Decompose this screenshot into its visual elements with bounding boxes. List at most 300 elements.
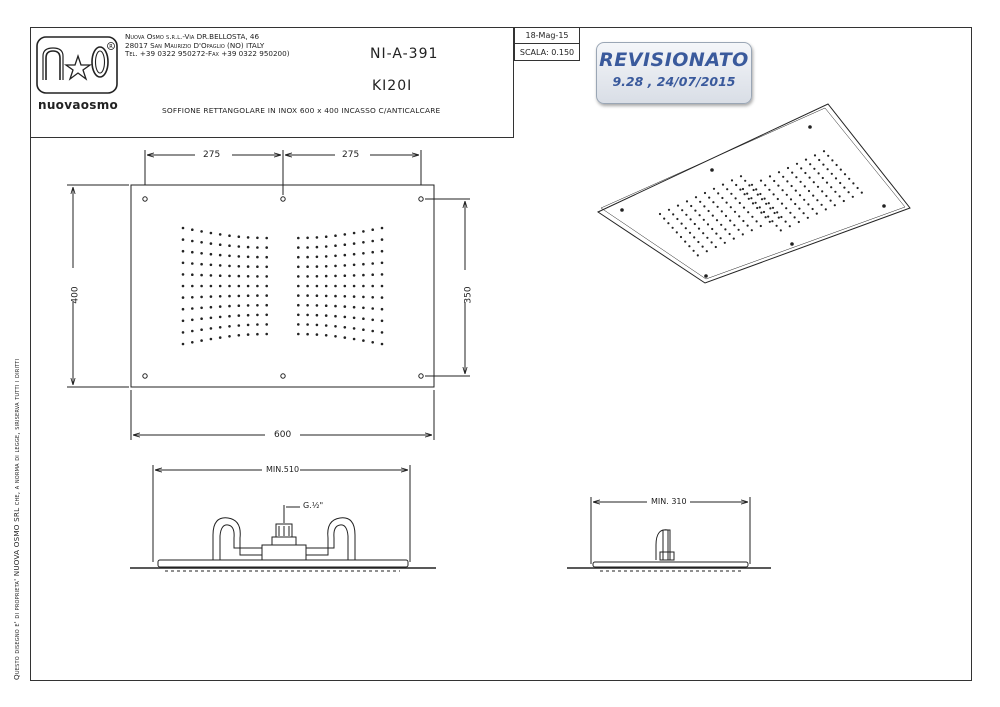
nozzle-dot [690,218,692,220]
nozzle-dot [306,323,309,326]
nozzle-dot [200,274,203,277]
nozzle-dot [362,328,365,331]
company-line: Nuova Osmo s.r.l.-Via DR.BELLOSTA, 46 [125,32,260,41]
nozzle-dot [325,324,328,327]
dim-top-right: 275 [342,150,360,160]
nozzle-dot [795,176,797,178]
nozzle-dot [785,207,787,209]
nozzle-dot [256,237,259,240]
mounting-hole [143,197,147,201]
nozzle-dot [210,274,213,277]
nozzle-dot [265,275,268,278]
nozzle-dot [191,285,194,288]
nozzle-dot [831,173,833,175]
nozzle-dot [794,203,796,205]
nozzle-dot [773,193,775,195]
nozzle-dot [711,228,713,230]
nozzle-dot [852,182,854,184]
nozzle-dot [182,273,185,276]
nozzle-dot [738,215,740,217]
nozzle-dot [200,230,203,233]
nozzle-dot [381,308,384,311]
nozzle-dot [821,204,823,206]
nozzle-dot [256,275,259,278]
nozzle-dot [210,338,213,341]
nozzle-dot [191,228,194,231]
nozzle-dot [800,167,802,169]
nozzle-dot [760,180,762,182]
nozzle-dot [191,273,194,276]
nozzle-dot [706,250,708,252]
nozzle-dot [238,295,241,298]
nozzle-dot [306,246,309,249]
nozzle-dot [297,285,300,288]
nozzle-dot [708,197,710,199]
nozzle-dot [734,211,736,213]
nozzle-dot [813,181,815,183]
nozzle-dot [796,163,798,165]
nozzle-array-iso-left [659,175,780,256]
nozzle-dot [325,314,328,317]
nozzle-dot [297,294,300,297]
nozzle-dot [371,273,374,276]
nozzle-dot [672,213,674,215]
nozzle-dot [722,184,724,186]
nozzle-dot [798,208,800,210]
nozzle-dot [757,194,759,196]
nozzle-dot [362,339,365,342]
nozzle-dot [776,211,778,213]
nozzle-dot [685,227,687,229]
nozzle-dot [825,208,827,210]
nozzle-dot [724,242,726,244]
nozzle-dot [703,205,705,207]
nozzle-dot [200,241,203,244]
plate-isometric [598,104,910,283]
nozzle-dot [228,234,231,237]
nozzle-dot [238,255,241,258]
drawing-scale: SCALA: 0.150 [519,47,575,57]
nozzle-dot [861,192,863,194]
nozzle-dot [362,317,365,320]
nozzle-dot [371,262,374,265]
nozzle-dot [316,265,319,268]
nozzle-dot [228,305,231,308]
nozzle-dot [703,219,705,221]
nozzle-dot [219,316,222,319]
nozzle-dot [265,285,268,288]
nozzle-dot [353,253,356,256]
company-line: Tel. +39 0322 950272-Fax +39 0322 950200) [125,49,290,59]
nozzle-dot [750,197,752,199]
nozzle-dot [735,184,737,186]
nozzle-dot [238,245,241,248]
nozzle-dot [694,210,696,212]
nozzle-dot [834,191,836,193]
nozzle-dot [680,236,682,238]
nozzle-dot [742,220,744,222]
nozzle-dot [228,315,231,318]
nozzle-dot [297,323,300,326]
nozzle-dot [755,188,757,190]
nozzle-dot [219,295,222,298]
nozzle-dot [744,180,746,182]
nozzle-dot [182,343,185,346]
nozzle-dot [297,266,300,269]
nozzle-dot [693,250,695,252]
nozzle-dot [764,198,766,200]
nozzle-dot [767,216,769,218]
nozzle-dot [746,193,748,195]
nozzle-dot [191,341,194,344]
nozzle-dot [747,225,749,227]
nozzle-dot [717,192,719,194]
nozzle-dot [247,246,250,249]
nozzle-dot [839,182,841,184]
nozzle-dot [748,184,750,186]
nozzle-dot [334,255,337,258]
mounting-hole [808,125,812,129]
nozzle-dot [789,225,791,227]
nozzle-dot [182,320,185,323]
nozzle-dot [834,204,836,206]
nozzle-dot [210,242,213,245]
nozzle-dot [781,203,783,205]
nozzle-dot [362,263,365,266]
nozzle-dot [228,255,231,258]
nozzle-dot [362,296,365,299]
nozzle-dot [803,199,805,201]
nozzle-dot [297,256,300,259]
dim-hole-spacing: 350 [463,286,474,304]
nozzle-dot [191,330,194,333]
nozzle-dot [344,254,347,257]
nozzle-dot [362,285,365,288]
nozzle-dot [826,182,828,184]
nozzle-dot [353,317,356,320]
nozzle-dot [695,196,697,198]
nozzle-dot [362,274,365,277]
nozzle-dot [182,262,185,265]
nozzle-dot [752,202,754,204]
nozzle-dot [743,207,745,209]
nozzle-dot [744,193,746,195]
nozzle-dot [210,306,213,309]
nozzle-dot [200,285,203,288]
nozzle-dot [182,250,185,253]
nozzle-dot [381,250,384,253]
nozzle-dot [325,285,328,288]
mounting-hole [704,274,708,278]
drawing-date: 18-Mag-15 [515,27,579,44]
nozzle-dot [265,294,268,297]
nozzle-dot [822,164,824,166]
nozzle-dot [191,251,194,254]
nozzle-dot [344,233,347,236]
nozzle-dot [297,314,300,317]
nozzle-dot [774,212,776,214]
nozzle-dot [771,220,773,222]
nozzle-dot [729,220,731,222]
nozzle-dot [769,221,771,223]
nozzle-dot [809,163,811,165]
nozzle-dot [667,222,669,224]
nozzle-dot [200,317,203,320]
mounting-hole [882,204,886,208]
nozzle-dot [381,262,384,265]
nozzle-dot [715,246,717,248]
nozzle-dot [381,273,384,276]
drawing-code: NI-A-391 [370,46,439,62]
nozzle-dot [371,251,374,254]
ownership-note: Questo disegno e' di proprieta' NUOVA OSMO SRL che, a norma di legge, siriserva tutti i diritti [12,358,21,680]
nozzle-dot [265,266,268,269]
nozzle-dot [742,233,744,235]
nozzle-dot [751,184,753,186]
nozzle-dot [325,245,328,248]
nozzle-dot [857,187,859,189]
nozzle-dot [182,227,185,230]
nozzle-dot [200,263,203,266]
nozzle-dot [831,159,833,161]
nozzle-dot [353,295,356,298]
nozzle-dot [191,240,194,243]
nozzle-dot [697,254,699,256]
nozzle-dot [265,256,268,259]
nozzle-dot [763,211,765,213]
nozzle-dot [725,215,727,217]
nozzle-dot [772,207,774,209]
nozzle-dot [809,177,811,179]
nozzle-dot [777,198,779,200]
mounting-hole-group [620,125,886,278]
nozzle-dot [316,314,319,317]
nozzle-dot [344,326,347,329]
nozzle-dot [219,326,222,329]
nozzle-dot [371,330,374,333]
nozzle-dot [362,307,365,310]
nozzle-dot [731,179,733,181]
nozzle-dot [256,285,259,288]
nozzle-dot [256,304,259,307]
nozzle-dot [768,189,770,191]
nozzle-dot [334,234,337,237]
nozzle-dot [795,190,797,192]
nozzle-dot [247,324,250,327]
nozzle-dot [697,241,699,243]
nozzle-dot [238,235,241,238]
nozzle-dot [786,194,788,196]
nozzle-dot [721,197,723,199]
nozzle-dot [777,185,779,187]
nozzle-dot [699,214,701,216]
nozzle-dot [344,305,347,308]
nozzle-dot [371,228,374,231]
nozzle-dot [816,213,818,215]
nozzle-dot [843,187,845,189]
nozzle-dot [765,216,767,218]
nozzle-dot [238,324,241,327]
nozzle-dot [306,237,309,240]
nozzle-dot [803,212,805,214]
nozzle-dot [256,256,259,259]
nozzle-dot [659,213,661,215]
nozzle-dot [325,255,328,258]
nozzle-dot [805,159,807,161]
nozzle-dot [238,265,241,268]
nozzle-dot [790,198,792,200]
nozzle-dot [742,188,744,190]
nozzle-dot [776,225,778,227]
nozzle-dot [830,200,832,202]
nozzle-dot [219,336,222,339]
nozzle-dot [256,246,259,249]
nozzle-dot [848,178,850,180]
nozzle-dot [247,275,250,278]
nozzle-dot [844,173,846,175]
nozzle-dot [265,237,268,240]
nozzle-dot [297,304,300,307]
nozzle-dot [716,219,718,221]
nozzle-dot [344,264,347,267]
nozzle-dot [689,232,691,234]
nozzle-dot [238,304,241,307]
nozzle-dot [344,316,347,319]
nozzle-dot [247,304,250,307]
nozzle-dot [381,296,384,299]
nozzle-dot [316,246,319,249]
nozzle-dot [334,295,337,298]
nozzle-dot [353,338,356,341]
nozzle-dot [721,210,723,212]
revision-label: REVISIONATO [599,49,749,71]
nozzle-dot [778,171,780,173]
nozzle-dot [780,229,782,231]
nozzle-dot [818,159,820,161]
nozzle-dot [836,164,838,166]
nozzle-dot [306,314,309,317]
dim-top-left: 275 [203,150,221,160]
nozzle-dot [247,333,250,336]
nozzle-dot [265,314,268,317]
nozzle-dot [800,181,802,183]
nozzle-dot [787,167,789,169]
nozzle-dot [210,253,213,256]
nozzle-dot [751,229,753,231]
nozzle-dot [306,304,309,307]
nozzle-dot [265,246,268,249]
nozzle-dot [353,285,356,288]
nozzle-dot [840,169,842,171]
nozzle-dot [182,285,185,288]
nozzle-dot [200,339,203,342]
mounting-hole [281,374,285,378]
nozzle-dot [210,264,213,267]
nozzle-dot [316,294,319,297]
nozzle-dot [759,193,761,195]
isometric-view [598,104,910,283]
nozzle-dot [219,285,222,288]
nozzle-dot [256,265,259,268]
nozzle-dot [816,199,818,201]
nozzle-dot [247,294,250,297]
nozzle-dot [381,320,384,323]
nozzle-dot [808,190,810,192]
nozzle-dot [182,296,185,299]
nozzle-dot [265,333,268,336]
nozzle-dot [182,331,185,334]
nozzle-dot [688,245,690,247]
nozzle-dot [325,235,328,238]
nozzle-dot [297,237,300,240]
nozzle-dot [316,275,319,278]
nozzle-dot [739,202,741,204]
nozzle-dot [799,194,801,196]
nozzle-dot [200,328,203,331]
nozzle-dot [238,275,241,278]
nozzle-dot [316,285,319,288]
nozzle-dot [200,252,203,255]
nozzle-dot [681,223,683,225]
nozzle-dot [219,264,222,267]
nozzle-dot [827,168,829,170]
nozzle-dot [681,209,683,211]
nozzle-dot [676,218,678,220]
mounting-hole [620,208,624,212]
nozzle-dot [825,195,827,197]
nozzle-dot [778,217,780,219]
nozzle-dot [228,325,231,328]
nozzle-dot [306,285,309,288]
nozzle-dot [848,191,850,193]
nozzle-dot [672,227,674,229]
nozzle-dot [706,237,708,239]
nozzle-dot [807,203,809,205]
nozzle-dot [764,184,766,186]
nozzle-dot [371,319,374,322]
nozzle-dot [751,216,753,218]
nozzle-array-iso-right [742,150,863,231]
nozzle-dot [182,238,185,241]
nozzle-dot [210,232,213,235]
nozzle-dot [712,201,714,203]
nozzle-dot [334,335,337,338]
nozzle-dot [702,246,704,248]
nozzle-dot [769,175,771,177]
mounting-hole [790,242,794,246]
nozzle-dot [733,224,735,226]
nozzle-dot [708,210,710,212]
nozzle-dot [786,180,788,182]
nozzle-dot [344,243,347,246]
nozzle-dot [182,308,185,311]
side-view [567,497,771,571]
nozzle-dot [371,341,374,344]
nozzle-dot [738,229,740,231]
nozzle-dot [785,221,787,223]
nozzle-dot [814,154,816,156]
nozzle-dot [747,211,749,213]
nozzle-dot [726,188,728,190]
nozzle-dot [210,295,213,298]
nozzle-dot [353,274,356,277]
nozzle-dot [381,343,384,346]
nozzle-dot [316,304,319,307]
nozzle-dot [316,255,319,258]
dim-min-length: MIN.510 [266,465,300,474]
nozzle-dot [753,189,755,191]
plate-outline [131,185,434,387]
